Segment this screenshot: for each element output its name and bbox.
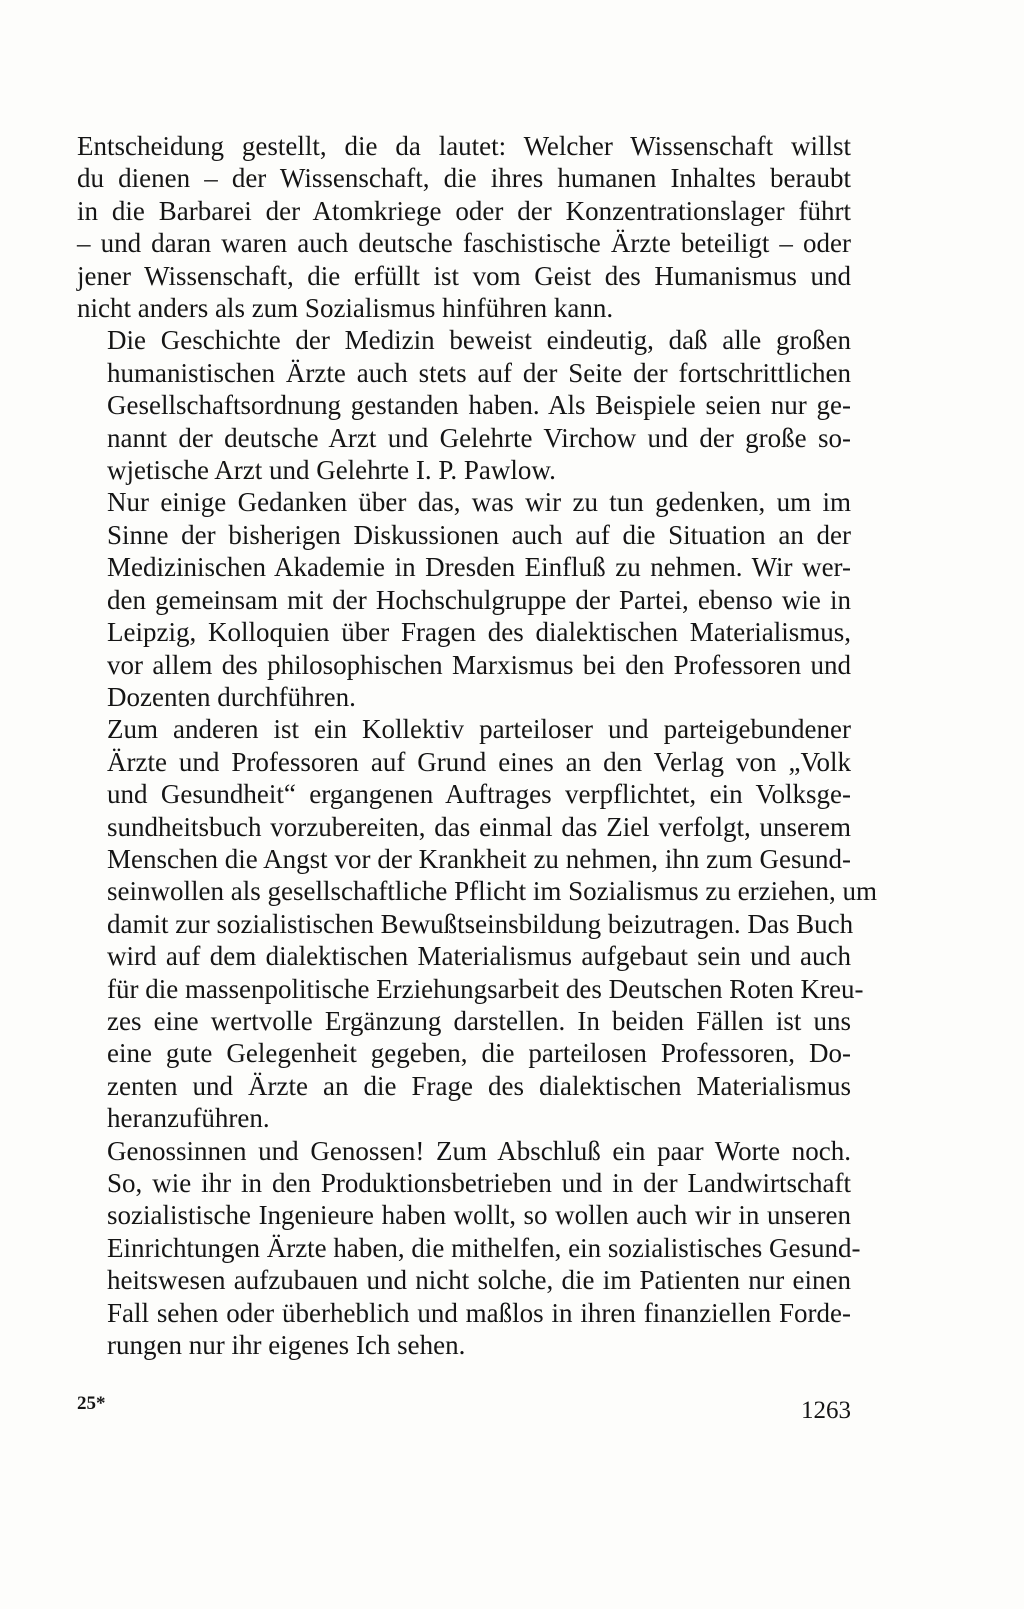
body-text: [77, 130, 878, 1361]
text-line: den gemeinsam mit der Hochschulgruppe der Partei, ebenso wie in: [107, 584, 851, 615]
text-line: nannt der deutsche Arzt und Gelehrte Virchow und der große so-: [107, 422, 851, 453]
text-line: Nur einige Gedanken über das, was wir zu tun gedenken, um im: [107, 487, 851, 518]
text-line: Zum anderen ist ein Kollektiv parteiloser und parteigebundener: [107, 714, 851, 745]
text-line: Entscheidung gestellt, die da lautet: Welcher Wissenschaft willst: [77, 131, 851, 161]
text-line: Sinne der bisherigen Diskussionen auch auf die Situation an der: [107, 519, 851, 550]
text-line: sozialistische Ingenieure haben wollt, so wollen auch wir in unseren: [107, 1200, 851, 1231]
paragraph: [77, 130, 851, 324]
page-number: 1263: [801, 1397, 851, 1424]
text-line: damit zur sozialistischen Bewußtseinsbildung beizutragen. Das Buch: [107, 908, 854, 939]
text-line: Dozenten durchführen.: [107, 681, 356, 712]
text-line: jener Wissenschaft, die erfüllt ist vom Geist des Humanismus und: [77, 260, 851, 291]
text-line: zes eine wertvolle Ergänzung darstellen. In beiden Fällen ist uns: [107, 1005, 851, 1036]
paragraph: [77, 486, 851, 713]
text-line: Medizinischen Akademie in Dresden Einfluß zu nehmen. Wir wer-: [107, 552, 851, 583]
text-line: wjetische Arzt und Gelehrte I. P. Pawlow.: [107, 455, 556, 486]
text-line: rungen nur ihr eigenes Ich sehen.: [107, 1330, 466, 1361]
text-line: du dienen – der Wissenschaft, die ihres humanen Inhaltes beraubt: [77, 163, 851, 194]
text-line: heranzuführen.: [107, 1103, 270, 1134]
text-line: seinwollen als gesellschaftliche Pflicht im Sozialismus zu erziehen, um: [107, 876, 878, 907]
text-line: Einrichtungen Ärzte haben, die mithelfen, ein sozialistisches Gesund-: [107, 1232, 861, 1263]
paragraph: [77, 1135, 861, 1362]
signature-mark: 25*: [77, 1393, 106, 1414]
text-line: Genossinnen und Genossen! Zum Abschluß ein paar Worte noch.: [107, 1135, 851, 1166]
text-line: Ärzte und Professoren auf Grund eines an den Verlag von „Volk: [107, 746, 851, 777]
text-line: eine gute Gelegenheit gegeben, die parteilosen Professoren, Do-: [107, 1038, 851, 1069]
paragraph: [77, 713, 878, 1134]
text-line: nicht anders als zum Sozialismus hinführen kann.: [77, 293, 614, 324]
paragraph: [77, 324, 851, 486]
text-line: zenten und Ärzte an die Frage des dialektischen Materialismus: [107, 1070, 851, 1101]
text-line: So, wie ihr in den Produktionsbetrieben und in der Landwirtschaft: [107, 1168, 851, 1198]
text-line: wird auf dem dialektischen Materialismus aufgebaut sein und auch: [107, 941, 851, 972]
text-line: und Gesundheit“ ergangenen Auftrages verpflichtet, ein Volksge-: [107, 779, 851, 810]
text-line: – und daran waren auch deutsche faschistische Ärzte beteiligt – oder: [77, 228, 851, 259]
text-line: humanistischen Ärzte auch stets auf der Seite der fortschrittlichen: [107, 357, 851, 388]
text-line: vor allem des philosophischen Marxismus bei den Professoren und: [107, 649, 851, 680]
text-line: Fall sehen oder überheblich und maßlos in ihren finanziellen Forde-: [107, 1297, 851, 1328]
text-line: für die massenpolitische Erziehungsarbeit des Deutschen Roten Kreu-: [107, 973, 864, 1004]
text-line: Die Geschichte der Medizin beweist eindeutig, daß alle großen: [107, 325, 851, 356]
text-line: in die Barbarei der Atomkriege oder der Konzentrationslager führt: [77, 195, 851, 226]
text-line: Gesellschaftsordnung gestanden haben. Als Beispiele seien nur ge-: [107, 390, 851, 421]
text-line: Leipzig, Kolloquien über Fragen des dialektischen Materialismus,: [107, 617, 851, 648]
text-line: Menschen die Angst vor der Krankheit zu nehmen, ihn zum Gesund-: [107, 843, 851, 874]
text-line: sundheitsbuch vorzubereiten, das einmal das Ziel verfolgt, unserem: [107, 811, 851, 842]
text-line: heitswesen aufzubauen und nicht solche, die im Patienten nur einen: [107, 1265, 851, 1296]
